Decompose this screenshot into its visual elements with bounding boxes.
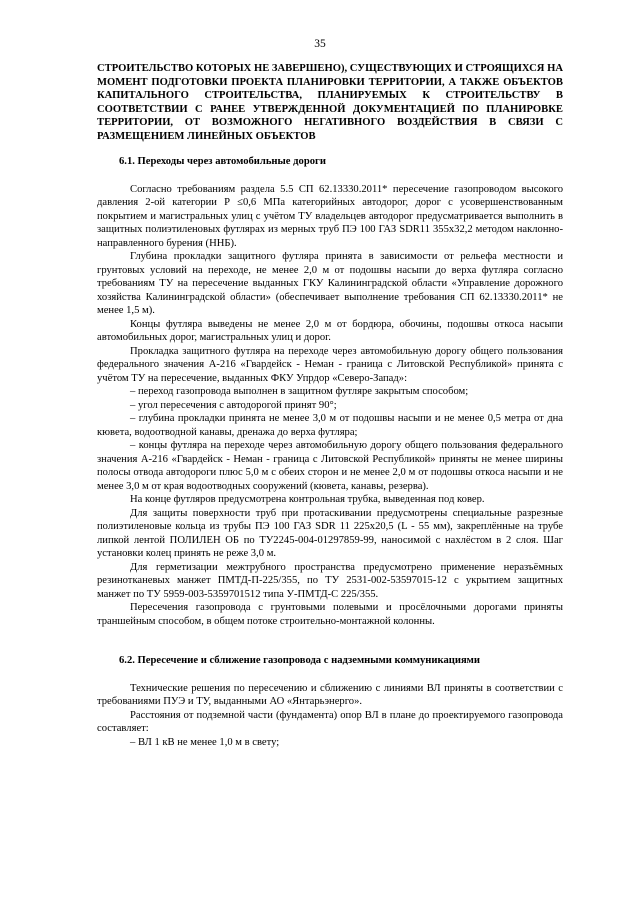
- section-title-6-1: 6.1. Переходы через автомобильные дороги: [119, 156, 326, 167]
- list-item: – переход газопровода выполнен в защитном футляре закрытым способом;: [130, 386, 469, 397]
- section-6-1-body: [97, 183, 563, 629]
- paragraph: Для герметизации межтрубного пространства предусмотрено применение неразъёмных резинотканевых манжет ПМТД-П-225/355, по ТУ 2531-002-53597015-12 с укрытием защитных манжет по ТУ 5959-003-5359701512 типа У-ПМТД-С 225/355.: [97, 561, 563, 600]
- chapter-heading: СТРОИТЕЛЬСТВО КОТОРЫХ НЕ ЗАВЕРШЕНО), СУЩЕСТВУЮЩИХ И СТРОЯЩИХСЯ НА МОМЕНТ ПОДГОТОВКИ ПРОЕКТА ПЛАНИРОВКИ ТЕРРИТОРИИ, А ТАКЖЕ ОБЪЕКТОВ КАПИТАЛЬНОГО СТРОИТЕЛЬСТВА, ПЛАНИРУЕМЫХ К СТРОИТЕЛЬСТВУ В СООТВЕТСТВИИ С РАНЕЕ УТВЕРЖДЕННОЙ ДОКУМЕНТАЦИЕЙ ПО ПЛАНИРОВКЕ ТЕРРИТОРИИ, ОТ ВОЗМОЖНОГО НЕГАТИВНОГО ВОЗДЕЙСТВИЯ В СВЯЗИ С РАЗМЕЩЕНИЕМ ЛИНЕЙНЫХ ОБЪЕКТОВ: [97, 63, 563, 142]
- document-body: [97, 62, 563, 749]
- paragraph: Концы футляра выведены не менее 2,0 м от бордюра, обочины, подошвы откоса насыпи автомобильных дорог, магистральных улиц и дорог.: [97, 318, 563, 343]
- list-item: – глубина прокладки принята не менее 3,0 м от подошвы насыпи и не менее 0,5 метра от дна кювета, водоотводной канавы, дренажа до верха футляра;: [97, 413, 563, 438]
- list-item: – угол пересечения с автодорогой принят 90°;: [130, 399, 337, 411]
- list-item: – концы футляра на переходе через автомобильную дорогу общего пользования федерального значения А-216 «Гвардейск - Неман - граница с Литовской Республикой» приняты не менее ширины полосы отвода автодороги плюс 5,0 м с обеих сторон и не менее 2,0 м от подошвы откоса насыпи и не менее 3,0 м от края водоотводных сооружений (кювета, канавы, резерва).: [97, 440, 563, 492]
- paragraph: Пересечения газопровода с грунтовыми полевыми и просёлочными дорогами приняты траншейным способом, в общем потоке строительно-монтажной колонны.: [97, 602, 563, 627]
- paragraph: Технические решения по пересечению и сближению с линиями ВЛ приняты в соответствии с требованиями ПУЭ и ТУ, выданными АО «Янтарьэнерго».: [97, 682, 563, 707]
- page-number: 35: [314, 38, 326, 50]
- paragraph: Глубина прокладки защитного футляра принята в зависимости от рельефа местности и грунтовых условий на переходе, не менее 2,0 м от подошвы насыпи до верха футляра согласно требованиям ТУ на пересечение выданных ГКУ Калининградской области «Управление дорожного хозяйства Калининградской области» (обеспечивает выполнение требования СП 62.13330.2011* не менее 1,5 м).: [97, 251, 563, 316]
- paragraph: Прокладка защитного футляра на переходе через автомобильную дорогу общего пользования федерального значения А-216 «Гвардейск - Неман - граница с Литовской Республикой» принята с учётом ТУ на пересечение, выданных ФКУ Упрдор «Северо-Запад»:: [97, 345, 563, 384]
- paragraph: На конце футляров предусмотрена контрольная трубка, выведенная под ковер.: [130, 494, 485, 505]
- list-item: – ВЛ 1 кВ не менее 1,0 м в свету;: [130, 736, 280, 748]
- spacer: [97, 628, 563, 642]
- paragraph: Согласно требованиям раздела 5.5 СП 62.13330.2011* пересечение газопроводом высокого давления 2-ой категории Р ≤0,6 МПа категорийных автодорог, дорог с усовершенствованным покрытием и магистральных улиц с учётом ТУ владельцев автодорог предусматривается выполнить в защитных полиэтиленовых футлярах из мерных труб ПЭ 100 ГАЗ SDR11 355х32,2 методом наклонно-направленного бурения (ННБ).: [97, 183, 563, 249]
- section-6-2-body: [97, 682, 563, 750]
- paragraph: Расстояния от подземной части (фундамента) опор ВЛ в плане до проектируемого газопровода составляет:: [97, 709, 563, 734]
- section-title-6-2: 6.2. Пересечение и сближение газопровода с надземными коммуникациями: [119, 655, 480, 666]
- paragraph: Для защиты поверхности труб при протаскивании предусмотрены специальные разрезные полиэтиленовые кольца из трубы ПЭ 100 ГАЗ SDR 11 225х20,5 (L - 55 мм), закреплённые на трубе липкой лентой ПОЛИЛЕН ОБ по ТУ2245-004-01297859-99, наносимой с нахлёстом в 2 слоя. Шаг установки колец принять не реже 3,0 м.: [97, 507, 563, 559]
